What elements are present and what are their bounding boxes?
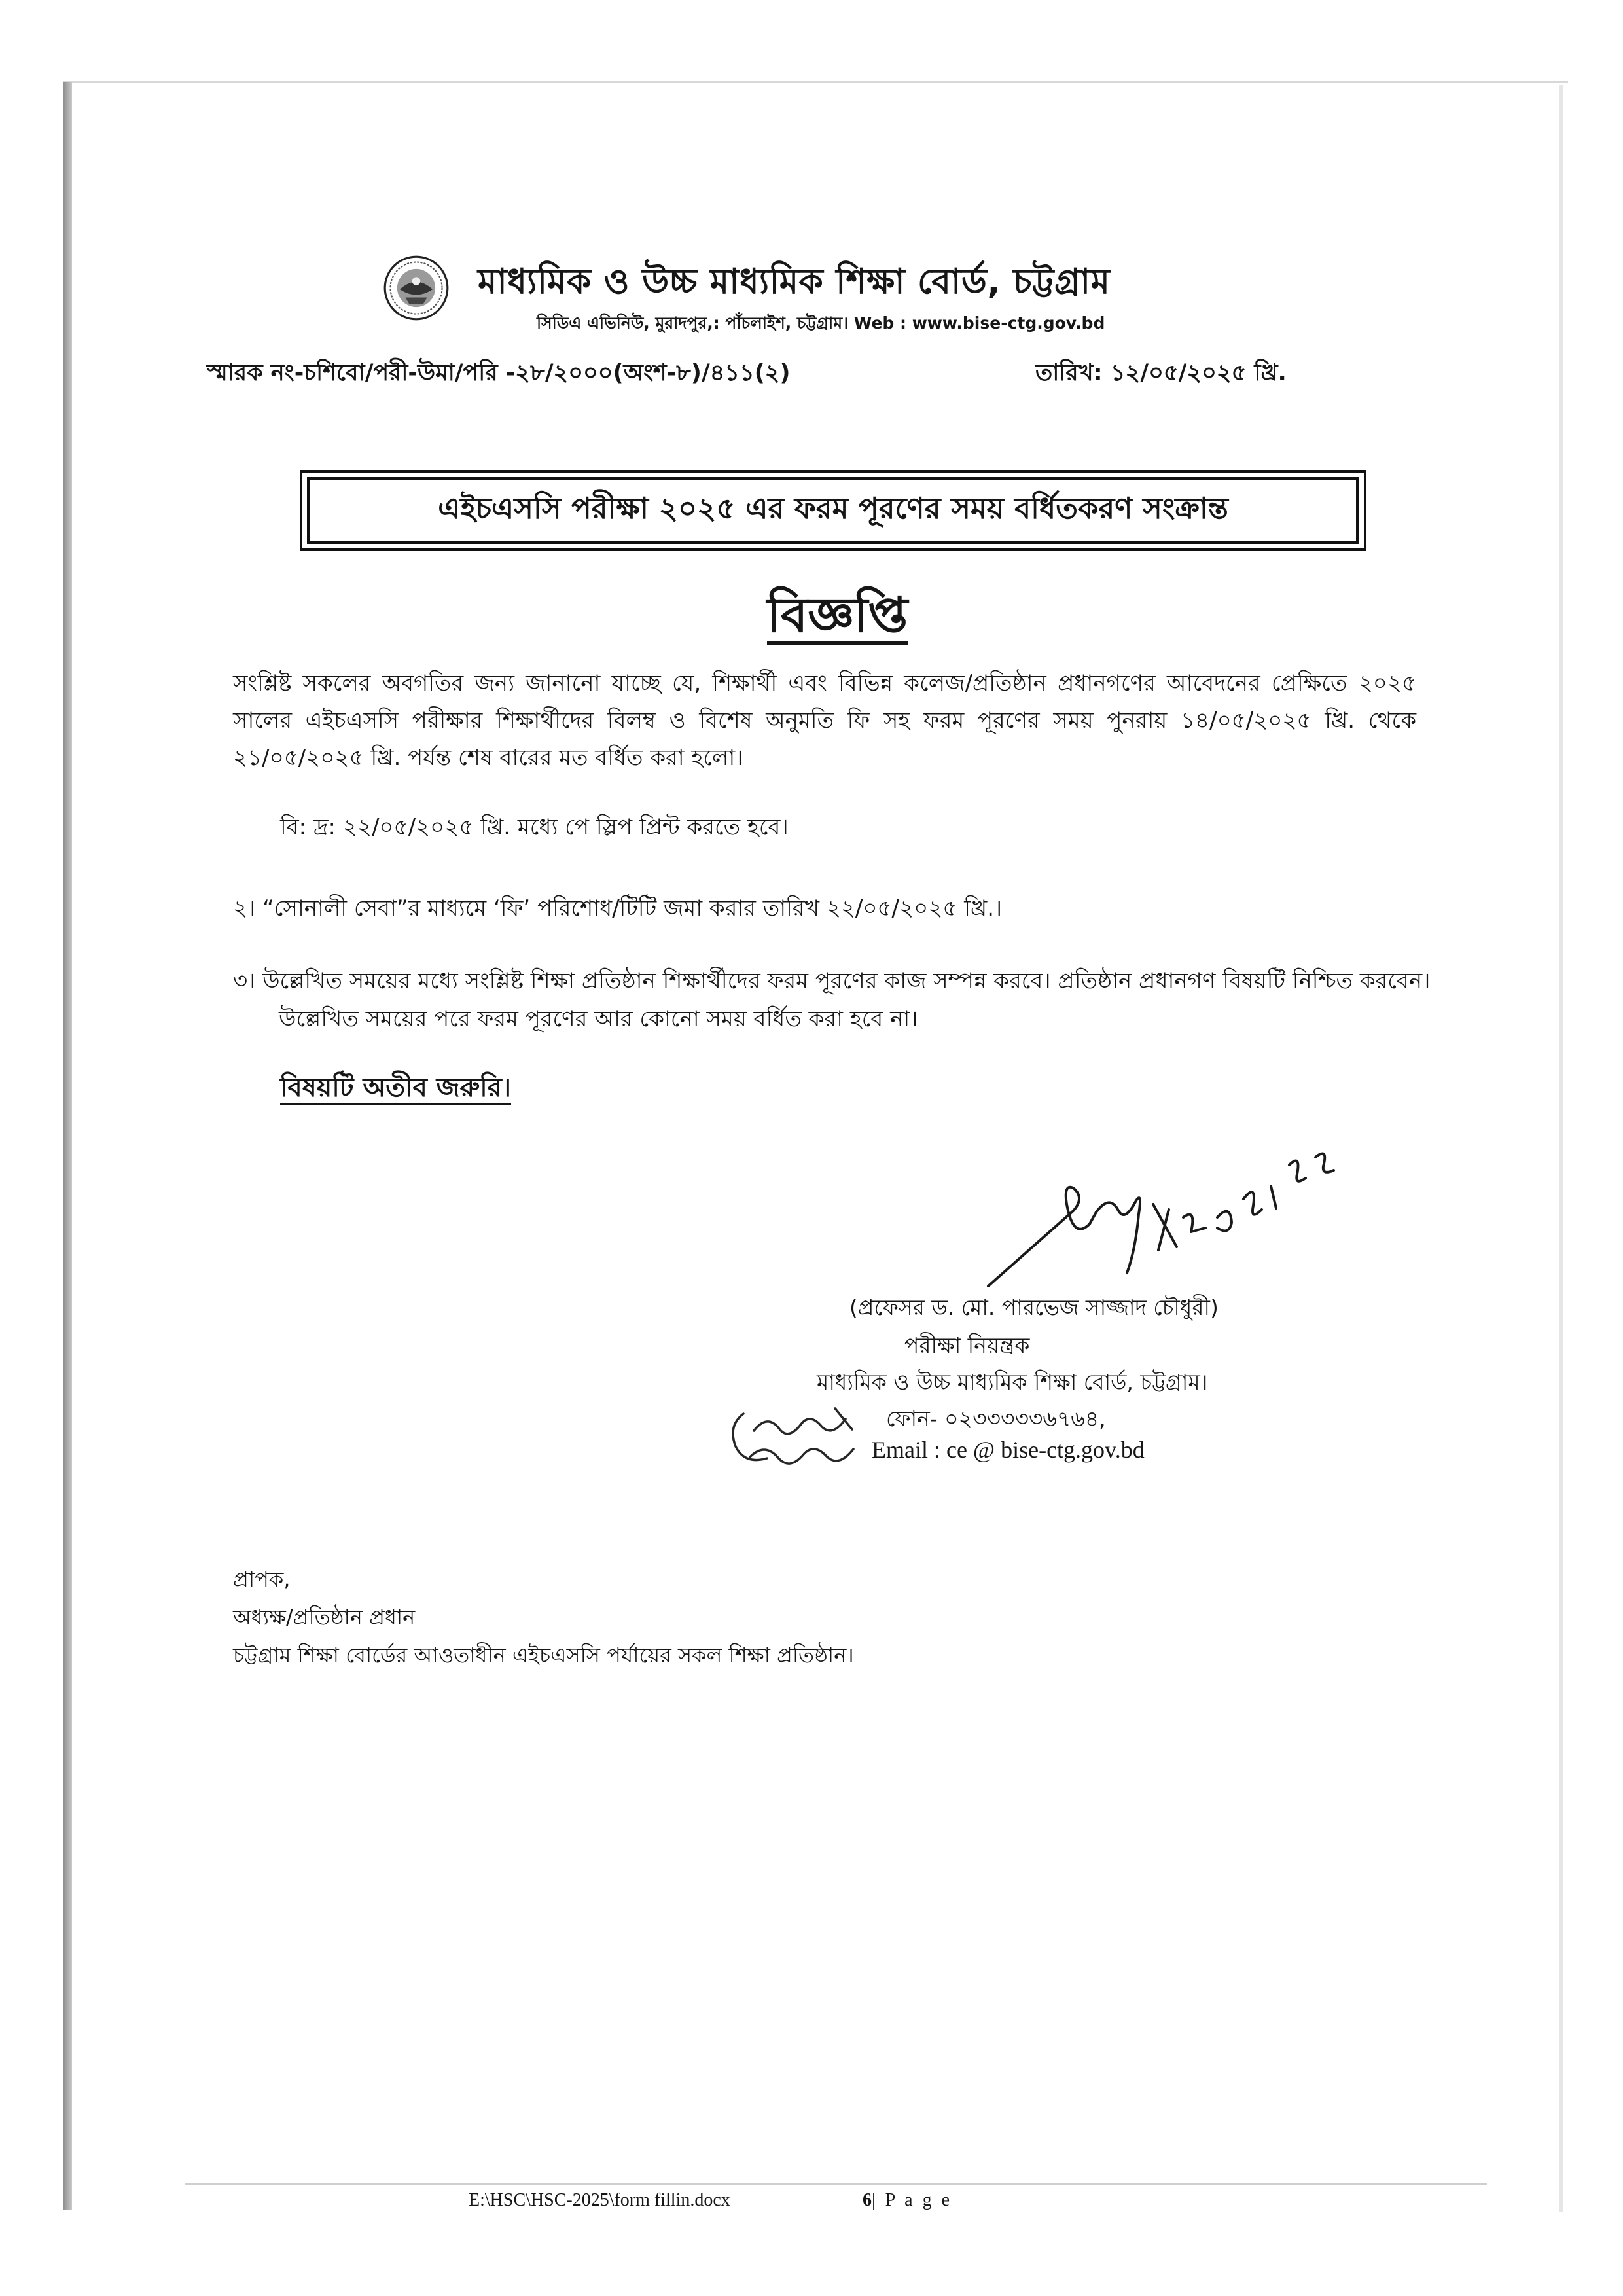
signatory-phone: ফোন- ০২৩৩৩৩৩৬৭৬৪,: [886, 1406, 1106, 1431]
board-address: সিডিএ এভিনিউ, মুরাদপুর,: পাঁচলাইশ, চট্টগ্রাম। Web : www.bise-ctg.gov.bd: [537, 314, 1105, 332]
footer-page-number: [863, 2190, 952, 2211]
recipient-title: অধ্যক্ষ/প্রতিষ্ঠান প্রধান: [233, 1605, 416, 1630]
notice-item-2: ২। “সোনালী সেবা”র মাধ্যমে ‘ফি’ পরিশোধ/টিটি জমা করার তারিখ ২২/০৫/২০২৫ খ্রি.।: [233, 895, 1003, 922]
recipient-label: প্রাপক,: [233, 1567, 291, 1592]
signatory-email: Email : ce @ bise-ctg.gov.bd: [872, 1437, 1145, 1463]
scan-edge-left: [63, 82, 72, 2210]
scan-edge-right: [1559, 85, 1563, 2212]
footer-file-path: E:\HSC\HSC-2025\form fillin.docx: [469, 2190, 730, 2210]
memo-reference-number: স্মারক নং-চশিবো/পরী-উমা/পরি -২৮/২০০০(অংশ-৮)/৪১১(২): [207, 360, 791, 386]
signatory-name: (প্রফেসর ড. মো. পারভেজ সাজ্জাদ চৌধুরী): [849, 1295, 1219, 1320]
page-number: 6: [863, 2190, 872, 2210]
footer-divider: [185, 2183, 1487, 2185]
notice-paragraph: সংশ্লিষ্ট সকলের অবগতির জন্য জানানো যাচ্ছে যে, শিক্ষার্থী এবং বিভিন্ন কলেজ/প্রতিষ্ঠান প্রধানগণের আবেদনের প্রেক্ষিতে ২০২৫ সালের এইচএসসি পরীক্ষার শিক্ষার্থীদের বিলম্ব ও বিশেষ অনুমতি ফি সহ ফরম পূরণের সময় পুনরায় ১৪/০৫/২০২৫ খ্রি. থেকে ২১/০৫/২০২৫ খ্রি. পর্যন্ত শেষ বারের মত বর্ধিত করা হলো।: [233, 670, 1416, 771]
handwritten-initials-icon: [724, 1394, 868, 1486]
subject-box: [300, 470, 1366, 551]
recipient-detail: চট্টগ্রাম শিক্ষা বোর্ডের আওতাধীন এইচএসসি পর্যায়ের সকল শিক্ষা প্রতিষ্ঠান।: [233, 1643, 854, 1668]
signatory-title: পরীক্ষা নিয়ন্ত্রক: [904, 1333, 1030, 1358]
signatory-board: মাধ্যমিক ও উচ্চ মাধ্যমিক শিক্ষা বোর্ড, চট্টগ্রাম।: [817, 1369, 1208, 1395]
memo-date: তারিখ: ১২/০৫/২০২৫ খ্রি.: [1035, 360, 1287, 386]
page-label: | P a g e: [872, 2190, 952, 2210]
subject-text: এইচএসসি পরীক্ষা ২০২৫ এর ফরম পূরণের সময় বর্ধিতকরণ সংক্রান্ত: [307, 477, 1359, 544]
notice-heading: বিজ্ঞপ্তি: [767, 587, 908, 643]
notice-note: বি: দ্র: ২২/০৫/২০২৫ খ্রি. মধ্যে পে স্লিপ প্রিন্ট করতে হবে।: [280, 814, 789, 840]
scan-edge-top: [63, 81, 1568, 83]
board-name: মাধ্যমিক ও উচ্চ মাধ্যমিক শিক্ষা বোর্ড, চট্টগ্রাম: [478, 262, 1111, 302]
urgent-remark: বিষয়টি অতীব জরুরি।: [280, 1073, 512, 1103]
notice-item-3: ৩। উল্লেখিত সময়ের মধ্যে সংশ্লিষ্ট শিক্ষা প্রতিষ্ঠান শিক্ষার্থীদের ফরম পূরণের কাজ সম্পন্ন করবে। প্রতিষ্ঠান প্রধানগণ বিষয়টি নিশ্চিত করবেন। উল্লেখিত সময়ের পরে ফরম পূরণের আর কোনো সময় বর্ধিত করা হবে না।: [233, 968, 1431, 1032]
board-seal-logo-icon: [382, 254, 450, 322]
handwritten-signature-icon: [975, 1126, 1342, 1302]
